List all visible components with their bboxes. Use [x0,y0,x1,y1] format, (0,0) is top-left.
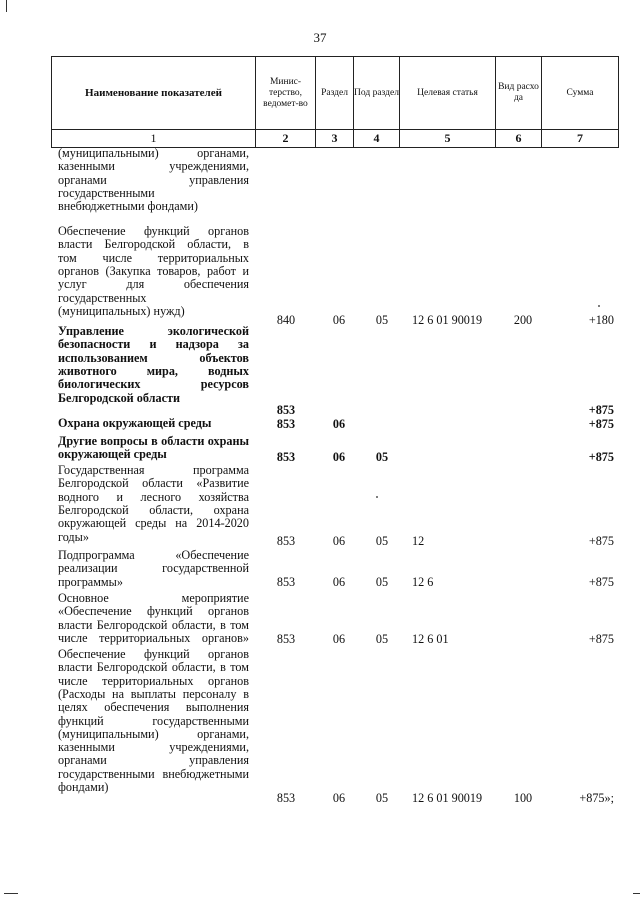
header-number: 7 [542,130,619,148]
section-cell: 06 [332,575,346,589]
ministry-cell: 853 [276,403,296,417]
indicator-name-line: биологических ресурсов [58,377,249,392]
subsection-cell: 05 [375,534,389,548]
table-header [51,56,619,148]
header-number: 2 [256,130,316,148]
section-cell: 06 [332,450,346,464]
indicator-name-line: числе территориальных органов [58,673,249,688]
indicator-name-line: числе территориальных органов» [58,630,249,645]
page-number: 37 [313,30,327,45]
sum-cell: +875 [588,632,614,646]
indicator-name-line: (муниципальными) органами, [58,146,249,160]
indicator-name-line: безопасности и надзора за [58,337,249,352]
header-subsection: Под раздел [354,57,400,130]
indicator-name-line: животного мира, водных [58,363,249,378]
indicator-name-line: органами управления [58,172,249,187]
header-ministry: Минис-терство, ведомет-во [256,57,316,130]
header-name: Наименование показателей [52,57,256,130]
section-cell: 06 [332,417,346,431]
indicator-name-line: функций государственными [58,713,249,728]
indicator-name-line: власти Белгородской области, в том [58,660,249,675]
subsection-cell: 05 [375,791,389,805]
indicator-name-line: Обеспечение функций органов [58,224,249,238]
sum-cell: +875»; [579,791,614,805]
sum-cell: +875 [588,403,614,417]
indicator-name-line: Белгородской области, охрана [58,502,249,517]
target-article-cell: 12 6 01 90019 [412,791,483,805]
indicator-name-line: казенными учреждениями, [58,159,249,174]
scan-speck [598,305,600,307]
sum-cell: +875 [588,417,614,431]
header-number: 5 [400,130,496,148]
indicator-name-line: органами управления [58,753,249,768]
sum-cell: +875 [588,534,614,548]
indicator-name-line: государственными [58,185,155,200]
indicator-name-line: Охрана окружающей среды [58,416,212,430]
section-cell: 06 [332,534,346,548]
header-number: 4 [354,130,400,148]
target-article-cell: 12 6 01 [412,632,449,646]
indicator-name-line: Обеспечение функций органов [58,647,249,661]
indicator-name-line: программы» [58,574,123,589]
indicator-name-line: Основное мероприятие [58,591,249,605]
indicator-name-line: государственных [58,290,147,305]
indicator-name-line: том числе территориальных [58,250,249,265]
indicator-name-line: Белгородской области «Развитие [58,476,249,491]
scan-mark [6,0,7,12]
indicator-name-line: Управление экологической [58,324,249,338]
indicator-name-line: (муниципальными) органами, [58,726,249,741]
indicator-name-line: власти Белгородской области, в [58,237,249,252]
indicator-name-line: власти Белгородской области, в том [58,617,249,632]
target-article-cell: 12 6 01 90019 [412,313,483,327]
ministry-cell: 853 [276,450,296,464]
section-cell: 06 [332,791,346,805]
indicator-name-line: услуг для обеспечения [58,277,249,292]
header-number: 6 [496,130,542,148]
indicator-name-line: Подпрограмма «Обеспечение [58,548,249,562]
expense-type-cell: 200 [513,313,533,327]
ministry-cell: 853 [276,632,296,646]
indicator-name-line: (муниципальных) нужд) [58,303,185,318]
indicator-name-line: годы» [58,529,89,544]
subsection-cell: 05 [375,450,389,464]
header-target-article: Целевая статья [400,57,496,130]
header-expense-type: Вид расхо да [496,57,542,130]
sum-cell: +875 [588,575,614,589]
section-cell: 06 [332,632,346,646]
expense-type-cell: 100 [513,791,533,805]
indicator-name-line: (Расходы на выплаты персоналу в [58,686,249,701]
subsection-cell: 05 [375,632,389,646]
sum-cell: +875 [588,450,614,464]
ministry-cell: 853 [276,417,296,431]
header-number: 1 [52,130,256,148]
sum-cell: +180 [588,313,614,327]
header-number: 3 [316,130,354,148]
ministry-cell: 853 [276,534,296,548]
target-article-cell: 12 [412,534,425,548]
target-article-cell: 12 6 [412,575,434,589]
header-section: Раздел [316,57,354,130]
scan-mark [4,893,18,894]
indicator-name-line: Государственная программа [58,463,249,477]
indicator-name-line: целях обеспечения выполнения [58,700,249,715]
header-sum: Сумма [542,57,619,130]
section-cell: 06 [332,313,346,327]
indicator-name-line: государственными внебюджетными [58,766,249,781]
scan-speck [376,496,378,498]
indicator-name-line: водного и лесного хозяйства [58,489,249,504]
scan-mark [633,893,640,894]
indicator-name-line: органов (Закупка товаров, работ и [58,263,249,278]
indicator-name-line: реализации государственной [58,561,249,576]
indicator-name-line: Другие вопросы в области охраны [58,434,249,448]
ministry-cell: 853 [276,791,296,805]
ministry-cell: 840 [276,313,296,327]
indicator-name-line: внебюджетными фондами) [58,199,198,214]
indicator-name-line: Белгородской области [58,390,180,405]
subsection-cell: 05 [375,313,389,327]
indicator-name-line: казенными учреждениями, [58,740,249,755]
indicator-name-line: «Обеспечение функций органов [58,604,249,619]
indicator-name-line: фондами) [58,780,109,794]
indicator-name-line: окружающей среды [58,447,167,462]
ministry-cell: 853 [276,575,296,589]
indicator-name-line: окружающей среды на 2014-2020 [58,516,249,531]
subsection-cell: 05 [375,575,389,589]
indicator-name-line: использованием объектов [58,350,249,365]
